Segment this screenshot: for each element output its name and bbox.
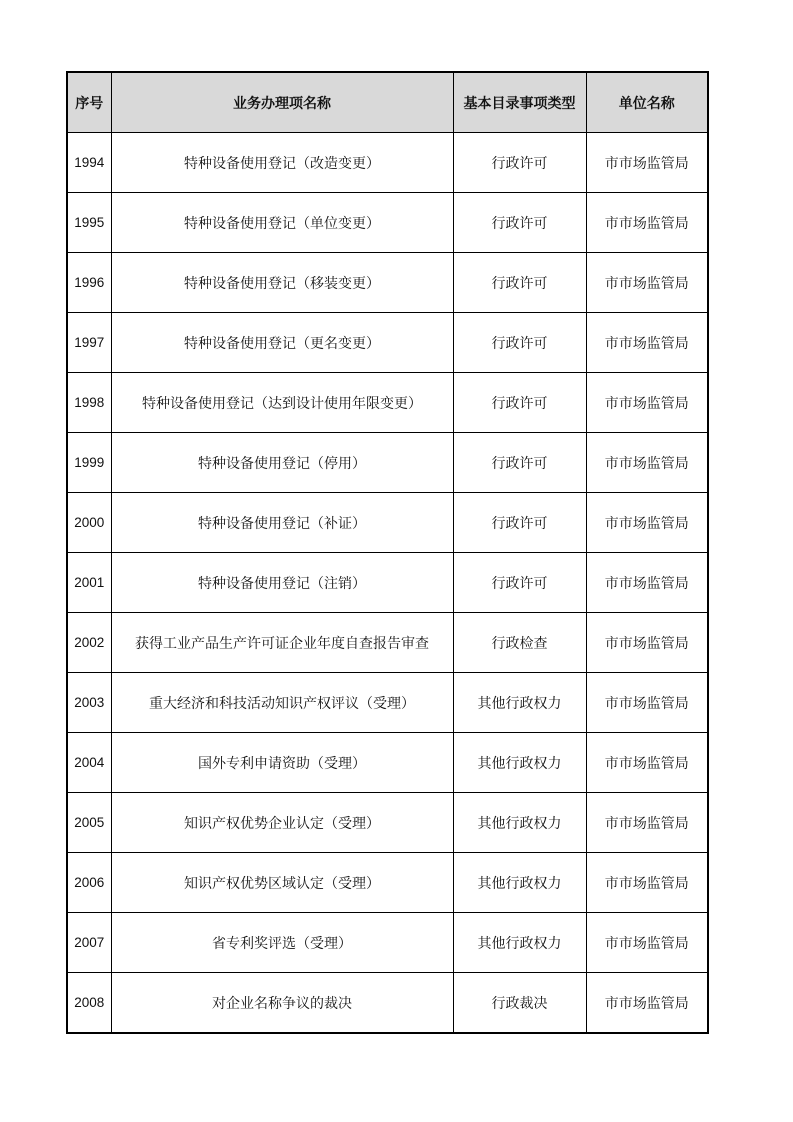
cell-name: 对企业名称争议的裁决 <box>111 973 453 1034</box>
cell-name: 获得工业产品生产许可证企业年度自查报告审查 <box>111 613 453 673</box>
cell-unit: 市市场监管局 <box>586 613 708 673</box>
cell-name: 特种设备使用登记（停用） <box>111 433 453 493</box>
cell-seq: 1998 <box>67 373 111 433</box>
table-row <box>67 733 708 793</box>
cell-seq: 1999 <box>67 433 111 493</box>
cell-seq: 2006 <box>67 853 111 913</box>
header-type: 基本目录事项类型 <box>453 72 586 133</box>
cell-type: 行政许可 <box>453 193 586 253</box>
cell-type: 行政许可 <box>453 133 586 193</box>
table-row <box>67 853 708 913</box>
cell-type: 行政许可 <box>453 373 586 433</box>
table-row <box>67 193 708 253</box>
matters-table <box>66 71 709 1034</box>
table-row <box>67 793 708 853</box>
cell-type: 行政裁决 <box>453 973 586 1034</box>
table-row <box>67 373 708 433</box>
cell-name: 国外专利申请资助（受理） <box>111 733 453 793</box>
cell-unit: 市市场监管局 <box>586 313 708 373</box>
table-row <box>67 313 708 373</box>
cell-name: 知识产权优势区域认定（受理） <box>111 853 453 913</box>
cell-unit: 市市场监管局 <box>586 913 708 973</box>
cell-name: 省专利奖评选（受理） <box>111 913 453 973</box>
cell-name: 知识产权优势企业认定（受理） <box>111 793 453 853</box>
cell-seq: 2005 <box>67 793 111 853</box>
cell-seq: 2004 <box>67 733 111 793</box>
cell-name: 特种设备使用登记（单位变更） <box>111 193 453 253</box>
cell-type: 其他行政权力 <box>453 793 586 853</box>
cell-name: 特种设备使用登记（改造变更） <box>111 133 453 193</box>
table-header <box>67 72 708 133</box>
cell-seq: 2003 <box>67 673 111 733</box>
cell-type: 行政许可 <box>453 553 586 613</box>
cell-type: 其他行政权力 <box>453 733 586 793</box>
cell-seq: 1994 <box>67 133 111 193</box>
cell-unit: 市市场监管局 <box>586 973 708 1034</box>
cell-type: 行政许可 <box>453 313 586 373</box>
cell-type: 行政检查 <box>453 613 586 673</box>
cell-seq: 1995 <box>67 193 111 253</box>
cell-type: 行政许可 <box>453 253 586 313</box>
cell-seq: 2000 <box>67 493 111 553</box>
table-row <box>67 613 708 673</box>
cell-unit: 市市场监管局 <box>586 733 708 793</box>
header-name: 业务办理项名称 <box>111 72 453 133</box>
table-row <box>67 433 708 493</box>
header-seq: 序号 <box>67 72 111 133</box>
cell-unit: 市市场监管局 <box>586 433 708 493</box>
table-row <box>67 973 708 1034</box>
cell-unit: 市市场监管局 <box>586 193 708 253</box>
table-body <box>67 133 708 1034</box>
cell-name: 特种设备使用登记（注销） <box>111 553 453 613</box>
cell-type: 行政许可 <box>453 433 586 493</box>
cell-seq: 2007 <box>67 913 111 973</box>
cell-seq: 1996 <box>67 253 111 313</box>
cell-seq: 2001 <box>67 553 111 613</box>
cell-unit: 市市场监管局 <box>586 793 708 853</box>
cell-seq: 2002 <box>67 613 111 673</box>
cell-unit: 市市场监管局 <box>586 133 708 193</box>
matters-table-container <box>66 71 707 1034</box>
cell-unit: 市市场监管局 <box>586 673 708 733</box>
table-row <box>67 673 708 733</box>
cell-type: 行政许可 <box>453 493 586 553</box>
cell-name: 特种设备使用登记（达到设计使用年限变更） <box>111 373 453 433</box>
table-row <box>67 913 708 973</box>
cell-unit: 市市场监管局 <box>586 373 708 433</box>
cell-name: 重大经济和科技活动知识产权评议（受理） <box>111 673 453 733</box>
cell-unit: 市市场监管局 <box>586 853 708 913</box>
cell-type: 其他行政权力 <box>453 913 586 973</box>
table-row <box>67 493 708 553</box>
cell-name: 特种设备使用登记（补证） <box>111 493 453 553</box>
table-row <box>67 553 708 613</box>
table-row <box>67 253 708 313</box>
cell-seq: 1997 <box>67 313 111 373</box>
header-unit: 单位名称 <box>586 72 708 133</box>
header-row <box>67 72 708 133</box>
table-row <box>67 133 708 193</box>
cell-seq: 2008 <box>67 973 111 1034</box>
cell-type: 其他行政权力 <box>453 673 586 733</box>
cell-unit: 市市场监管局 <box>586 553 708 613</box>
cell-name: 特种设备使用登记（移装变更） <box>111 253 453 313</box>
cell-unit: 市市场监管局 <box>586 253 708 313</box>
cell-name: 特种设备使用登记（更名变更） <box>111 313 453 373</box>
cell-type: 其他行政权力 <box>453 853 586 913</box>
cell-unit: 市市场监管局 <box>586 493 708 553</box>
